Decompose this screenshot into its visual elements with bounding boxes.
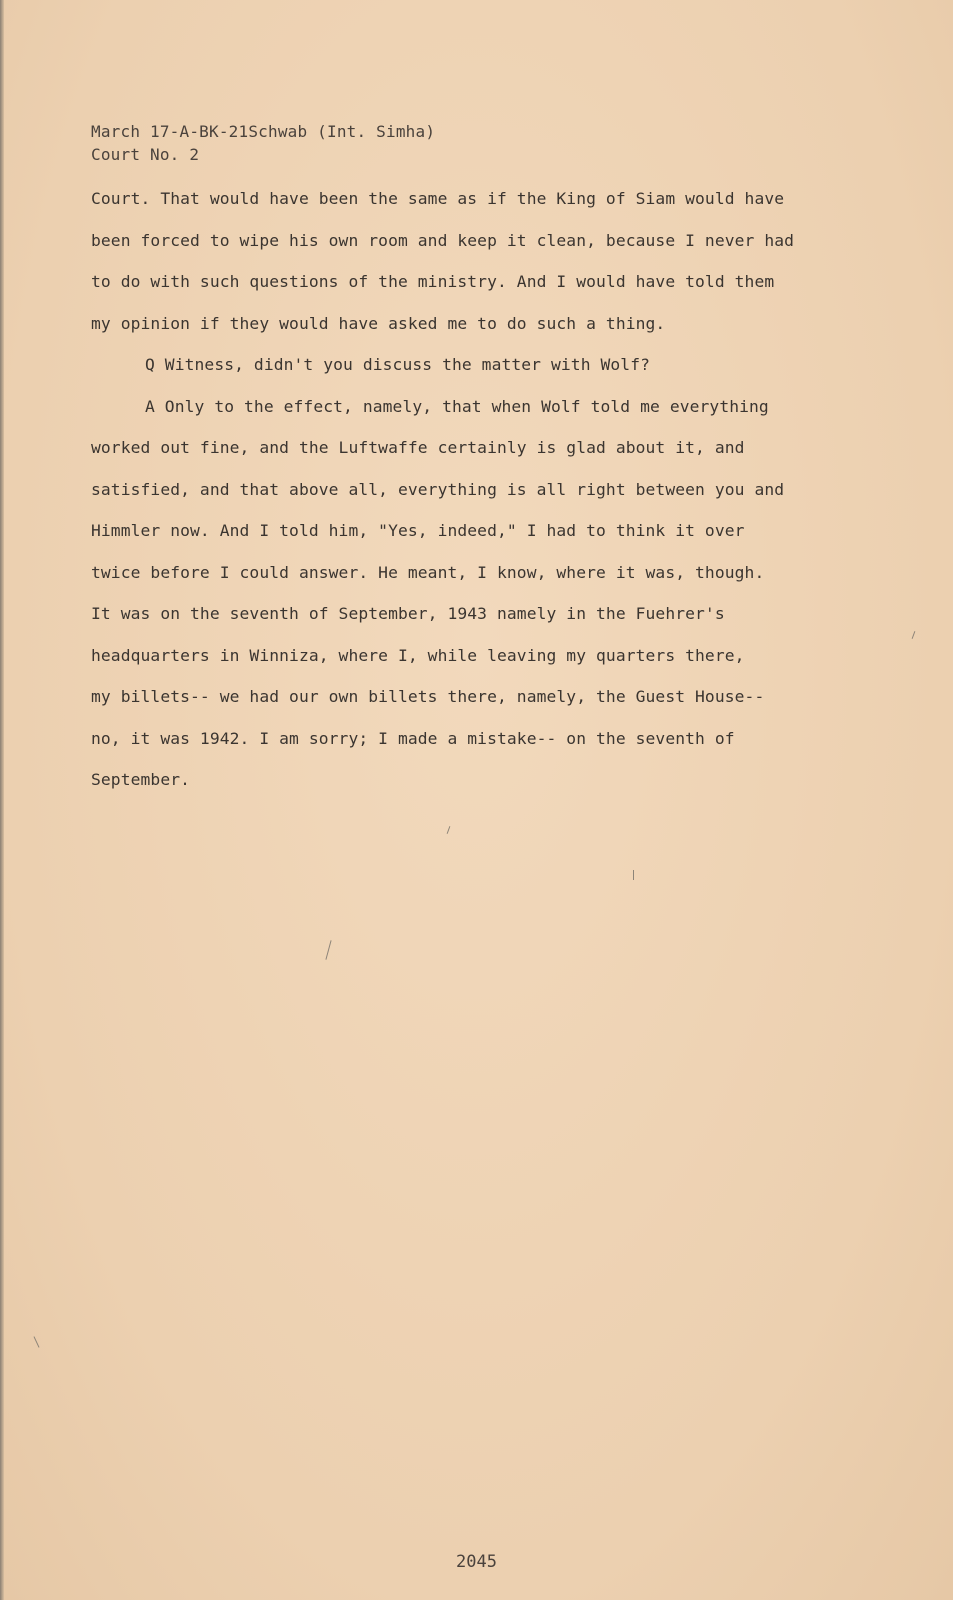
transcript-body — [91, 178, 831, 801]
transcript-line: to do with such questions of the ministry. And I would have told them — [91, 272, 775, 291]
paper-speck — [633, 870, 634, 880]
transcript-line: headquarters in Winniza, where I, while leaving my quarters there, — [91, 645, 745, 665]
transcript-question-line: Q Witness, didn't you discuss the matter with Wolf? — [145, 355, 651, 374]
transcript-answer-line: A Only to the effect, namely, that when Wolf told me everything — [145, 396, 769, 416]
paper-speck — [34, 1336, 40, 1347]
page-edge-shadow — [0, 0, 4, 1600]
header-court-line: Court No. 2 — [91, 145, 200, 164]
header-session-line: March 17-A-BK-21Schwab (Int. Simha) — [91, 122, 436, 141]
document-header — [91, 120, 435, 166]
transcript-line: satisfied, and that above all, everything is all right between you and — [91, 479, 785, 499]
transcript-line: my opinion if they would have asked me to do such a thing. — [91, 313, 666, 333]
transcript-line: my billets-- we had our own billets there, namely, the Guest House-- — [91, 687, 765, 706]
transcript-line: Himmler now. And I told him, "Yes, indeed," I had to think it over — [91, 521, 745, 540]
paper-speck — [325, 940, 331, 960]
paper-speck — [912, 631, 916, 639]
transcript-line: It was on the seventh of September, 1943 namely in the Fuehrer's — [91, 604, 725, 623]
transcript-line: been forced to wipe his own room and keep it clean, because I never had — [91, 230, 795, 250]
paper-speck — [447, 826, 451, 834]
transcript-line: no, it was 1942. I am sorry; I made a mistake-- on the seventh of — [91, 728, 735, 748]
transcript-line: September. — [91, 770, 191, 789]
page-number: 2045 — [456, 1552, 497, 1572]
transcript-line: Court. That would have been the same as if the King of Siam would have — [91, 189, 785, 208]
transcript-line: worked out fine, and the Luftwaffe certainly is glad about it, and — [91, 438, 745, 457]
transcript-line: twice before I could answer. He meant, I know, where it was, though. — [91, 562, 765, 582]
